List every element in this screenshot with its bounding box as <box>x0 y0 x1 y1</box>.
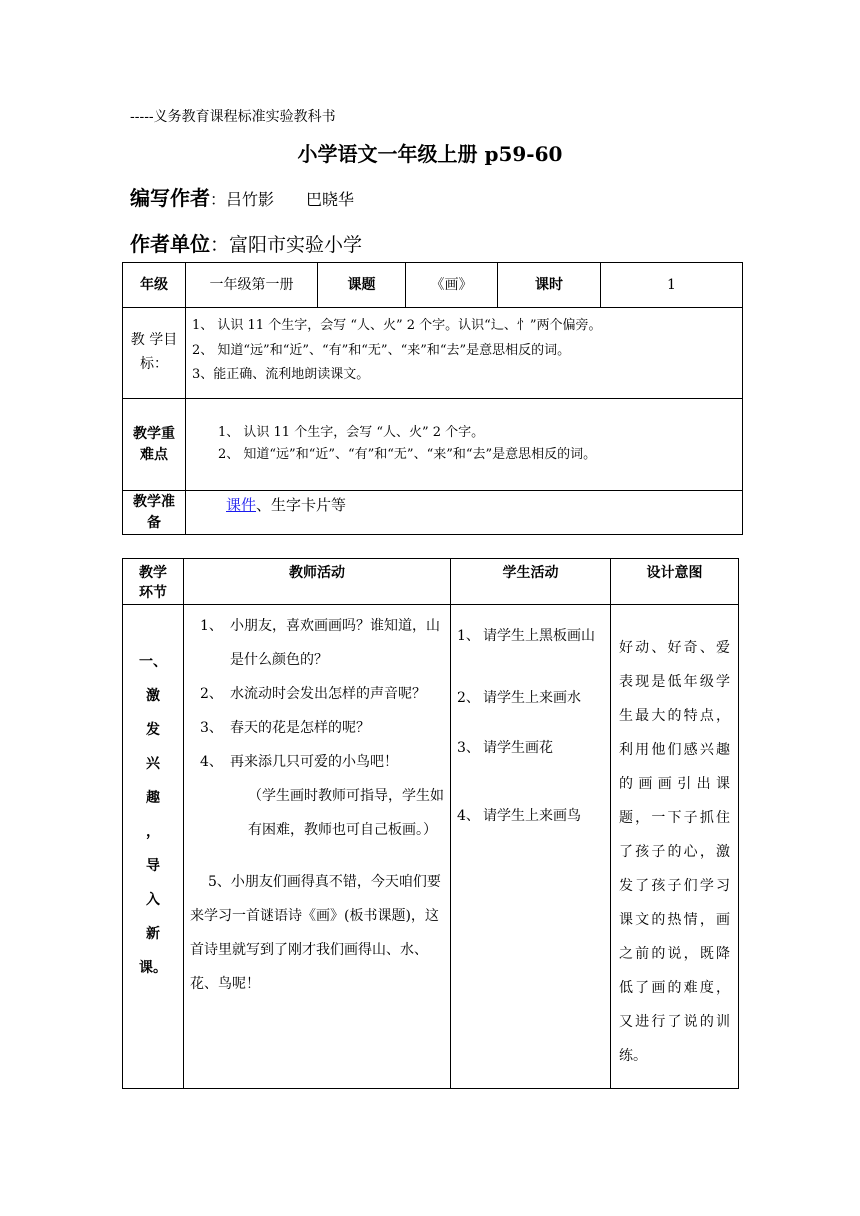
topic-value: 《画》 <box>406 263 498 308</box>
stage-char: 入 <box>146 892 160 908</box>
student-item-number: 2、 <box>457 690 480 706</box>
teacher-item-text: 再来添几只可爱的小鸟吧！ <box>230 754 398 770</box>
teacher-item-number: 2、 <box>200 686 223 702</box>
student-item-number: 1、 <box>457 628 480 644</box>
student-item <box>451 687 610 737</box>
document-subtitle: -----义务教育课程标准实验教科书 <box>130 109 336 125</box>
stage-cell <box>123 605 184 1089</box>
goals-cell <box>186 308 743 399</box>
student-item <box>451 737 610 805</box>
header-design: 设计意图 <box>611 559 739 605</box>
unit-value: 富阳市实验小学 <box>229 234 363 256</box>
topic-label: 课题 <box>318 263 406 308</box>
teacher-item <box>184 745 450 779</box>
student-item-number: 3、 <box>457 740 480 756</box>
teacher-item <box>184 677 450 711</box>
teacher-item-number: 4、 <box>200 754 223 770</box>
activity-header-row <box>123 559 739 605</box>
authors-line <box>130 182 354 211</box>
teacher-item-5: 5、小朋友们画得真不错，今天咱们要来学习一首谜语诗《画》(板书课题)，这首诗里就写到了刚才我们画得山、水、花、鸟呢！ <box>190 874 441 992</box>
stage-char: 导 <box>146 858 160 874</box>
teacher-item-text: 水流动时会发出怎样的声音呢？ <box>230 686 426 702</box>
student-item-text: 请学生上黑板画山 <box>483 628 595 644</box>
grade-label: 年级 <box>123 263 186 308</box>
info-row-goals <box>123 308 743 399</box>
keypoint-item: 2、 知道“远”和“近”、“有”和“无”、“来”和“去”是意思相反的词。 <box>218 447 597 462</box>
period-value: 1 <box>601 263 743 308</box>
student-item-text: 请学生上来画水 <box>483 690 581 706</box>
student-item-number: 4、 <box>457 808 480 824</box>
student-cell <box>451 605 611 1089</box>
stage-char: 趣 <box>146 790 160 806</box>
activity-row-intro <box>123 605 739 1089</box>
keypoints-label: 教学重难点 <box>123 399 186 491</box>
design-cell <box>611 605 739 1089</box>
lesson-info-table <box>122 262 743 535</box>
courseware-link[interactable]: 课件 <box>226 496 257 514</box>
prep-cell <box>186 491 743 535</box>
design-text: 好动、好奇、爱表现是低年级学生最大的特点，利用他们感兴趣的画画引出课题，一下子抓住了孩子的心，激发了孩子们学习课文的热情，画之前的说，既降低了画的难度，又进行了说的训练。 <box>619 640 730 1064</box>
authors-value: 吕竹影 巴晓华 <box>226 190 355 209</box>
header-stage: 教学环节 <box>123 559 184 605</box>
keypoint-item: 1、 认识 11 个生字，会写 “人、火” 2 个字。 <box>218 425 485 441</box>
student-item <box>451 625 610 673</box>
prep-text: 、生字卡片等 <box>256 496 347 514</box>
student-item-text: 请学生画花 <box>483 740 553 756</box>
goal-item: 3、能正确、流利地朗读课文。 <box>192 367 370 383</box>
stage-char: 激 <box>146 688 160 704</box>
teacher-item-text: 小朋友，喜欢画画吗？谁知道，山是什么颜色的？ <box>230 618 440 668</box>
teacher-item-text: 春天的花是怎样的呢？ <box>230 720 370 736</box>
header-teacher: 教师活动 <box>184 559 451 605</box>
info-row-keypoints <box>123 399 743 491</box>
activity-table <box>122 558 739 1089</box>
goal-item: 1、 认识 11 个生字，会写 “人、火” 2 个字。认识“辶、忄”两个偏旁。 <box>192 317 602 333</box>
student-item <box>451 805 610 827</box>
stage-char: 课。 <box>139 960 167 976</box>
teacher-cell <box>184 605 451 1089</box>
goals-label: 教 学目标： <box>123 308 186 399</box>
document-title: 小学语文一年级上册 p59-60 <box>297 142 563 166</box>
goal-item: 2、 知道“远”和“近”、“有”和“无”、“来”和“去”是意思相反的词。 <box>192 342 571 358</box>
period-label: 课时 <box>498 263 601 308</box>
unit-separator: ： <box>210 234 230 256</box>
teacher-note: （学生画时教师可指导，学生如有困难，教师也可自己板画。） <box>248 788 444 838</box>
teacher-item <box>184 609 450 677</box>
stage-char: 新 <box>146 926 160 942</box>
stage-char: 兴 <box>146 756 160 772</box>
keypoints-cell <box>186 399 743 491</box>
unit-line <box>130 228 362 257</box>
teacher-item-number: 3、 <box>200 720 223 736</box>
header-student: 学生活动 <box>451 559 611 605</box>
grade-value: 一年级第一册 <box>186 263 318 308</box>
prep-label: 教学准备 <box>123 491 186 535</box>
authors-separator: ： <box>210 190 227 209</box>
info-row-prep <box>123 491 743 535</box>
student-item-text: 请学生上来画鸟 <box>483 808 581 824</box>
stage-char: ， <box>146 824 160 840</box>
stage-char: 一、 <box>139 654 167 670</box>
info-row-basic <box>123 263 743 308</box>
stage-char: 发 <box>146 722 160 738</box>
teacher-item <box>184 711 450 745</box>
authors-label: 编写作者 <box>130 186 210 210</box>
teacher-item-number: 1、 <box>200 618 223 634</box>
unit-label: 作者单位 <box>130 232 210 256</box>
